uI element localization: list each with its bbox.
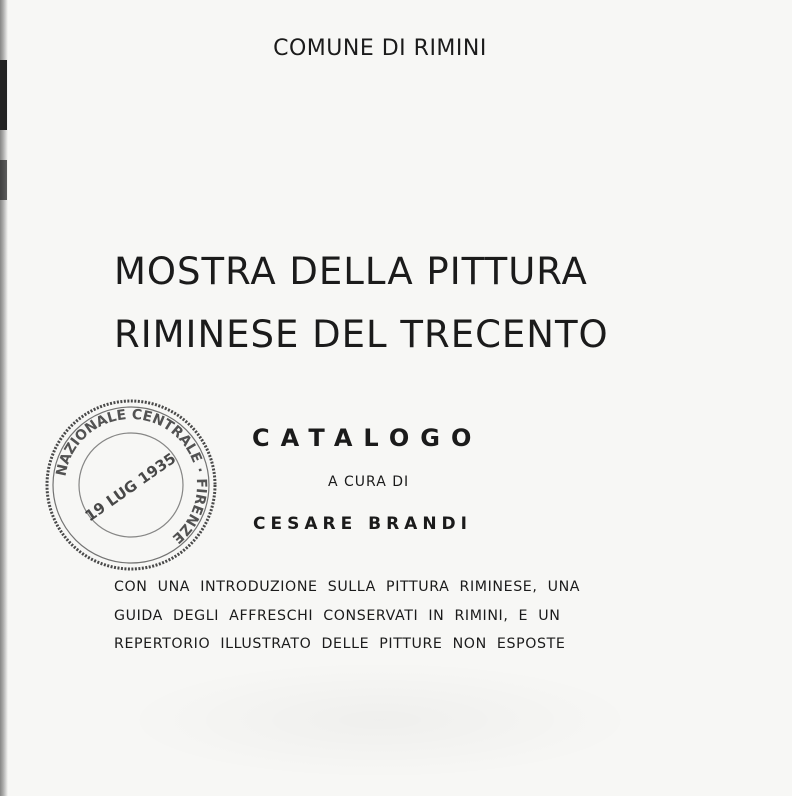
catalog-label: CATALOGO [252,424,483,452]
issuer-heading: COMUNE DI RIMINI [273,36,487,61]
editor-name: CESARE BRANDI [253,514,472,534]
library-stamp [42,396,220,574]
title-line-2: RIMINESE DEL TRECENTO [114,313,609,356]
bleed-through-shadow [120,660,640,780]
description-line-2: GUIDA DEGLI AFFRESCHI CONSERVATI IN RIMINI, E UN [114,608,561,624]
title-line-1: MOSTRA DELLA PITTURA [114,250,588,293]
binding-mark [0,160,7,200]
description-line-1: CON UNA INTRODUZIONE SULLA PITTURA RIMINESE, UNA [114,579,581,595]
stamp-seal [42,396,220,574]
description-line-3: REPERTORIO ILLUSTRATO DELLE PITTURE NON ESPOSTE [114,636,566,652]
stamp-outer-text: NAZIONALE CENTRALE · FIRENZE [53,406,210,547]
stamp-date: 19 LUG 1935 [81,449,180,526]
binding-mark [0,60,7,130]
curated-by-label: A CURA DI [328,474,410,490]
